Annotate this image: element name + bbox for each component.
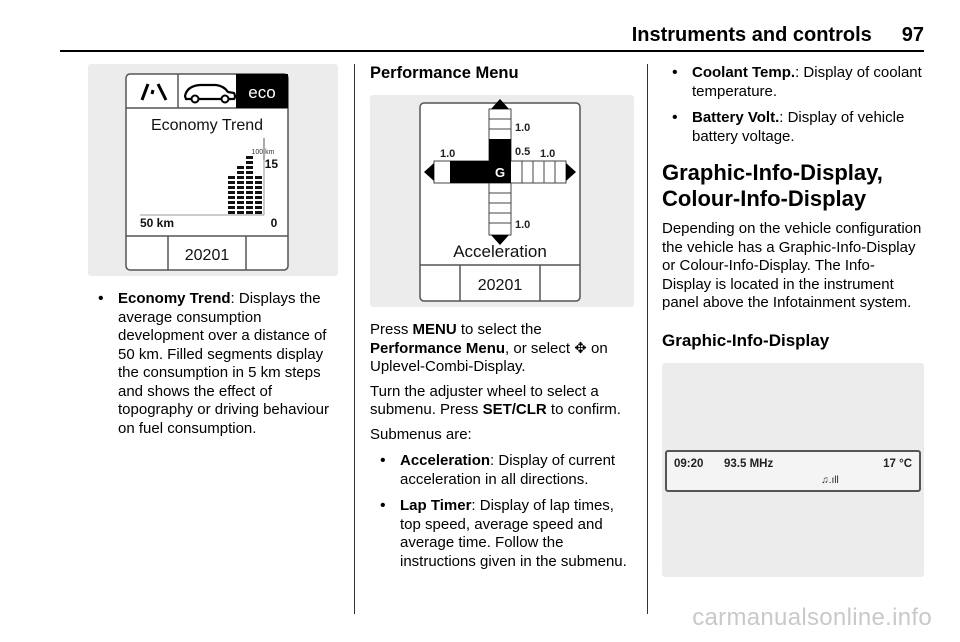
paragraph: Press MENU to select the Performance Menu, or select ✥ on Uplevel-Combi-Display. (370, 321, 608, 375)
list-item: • Acceleration: Display of current acceleration in all directions. (370, 452, 634, 489)
page-header (60, 20, 924, 52)
display-time: 09:20 (674, 457, 704, 470)
info-display-heading: Graphic-Info-Display, Colour-Info-Display (662, 160, 883, 211)
right-label: 1.0 (540, 148, 556, 160)
left-label: 1.0 (440, 148, 456, 160)
performance-figure (370, 95, 634, 307)
graphic-info-display (662, 363, 924, 577)
list-item: • Lap Timer: Display of lap times, top speed, average speed and average time. Follow the instructions given in the submenu. (370, 497, 634, 571)
eco-label: eco (248, 83, 276, 102)
acceleration-display (370, 95, 634, 307)
watermark: carmanualsonline.info (692, 604, 932, 631)
paragraph: Turn the adjuster wheel to select a submenu. Press SET/CLR to confirm. (370, 382, 621, 418)
economy-trend-figure (88, 64, 338, 276)
submenu-list (370, 452, 634, 571)
column-divider (354, 64, 355, 614)
economy-trend-title: Economy Trend (150, 117, 264, 134)
page-number: 97 (901, 23, 924, 46)
graphic-info-display-heading: Graphic-Info-Display (662, 330, 830, 350)
top-max-label: 1.0 (515, 122, 531, 134)
top-half-label: 0.5 (515, 146, 531, 158)
zero-label: 0 (270, 216, 278, 230)
list-item: • Coolant Temp.: Display of coolant temperature. (662, 64, 924, 101)
distance-label: 50 km (140, 216, 175, 230)
economy-trend-list (88, 290, 338, 438)
column-divider (647, 64, 648, 614)
scale-label: 100 km (251, 149, 275, 156)
paragraph: Submenus are: (370, 425, 472, 443)
top-value: 15 (264, 157, 278, 171)
economy-trend-display (88, 64, 338, 276)
submenu-list-continued (662, 64, 924, 146)
signal-icon: ♫.ıll (821, 474, 839, 486)
list-item: • Battery Volt.: Display of vehicle battery voltage. (662, 109, 924, 146)
performance-text (370, 321, 634, 571)
paragraph: Depending on the vehicle configuration the vehicle has a Graphic-Info-Display or Colour-Info-Display. The Info-Display is located in the instrument panel above the Infotainment system. (662, 220, 922, 311)
performance-menu-icon: ✥ (574, 339, 587, 357)
list-item: • Economy Trend: Displays the average consumption development over a distance of 50 km. Filled segments display the consumption in 5 km steps and shows the effect of topography or driving behaviour on fuel consumption. (88, 290, 338, 438)
odometer-value: 20201 (184, 247, 230, 264)
center-g-label: G (494, 165, 506, 180)
graphic-info-display-figure (662, 363, 924, 577)
performance-menu-heading: Performance Menu (370, 64, 519, 82)
column-middle (370, 64, 634, 579)
column-right (662, 64, 924, 577)
acceleration-label: Acceleration (453, 242, 547, 261)
display-frequency: 93.5 MHz (724, 457, 774, 470)
bottom-label: 1.0 (515, 219, 531, 231)
column-left (88, 64, 338, 446)
page-title: Instruments and controls (631, 23, 872, 46)
display-temperature: 17 °C (883, 457, 912, 470)
odometer-value: 20201 (477, 277, 523, 294)
